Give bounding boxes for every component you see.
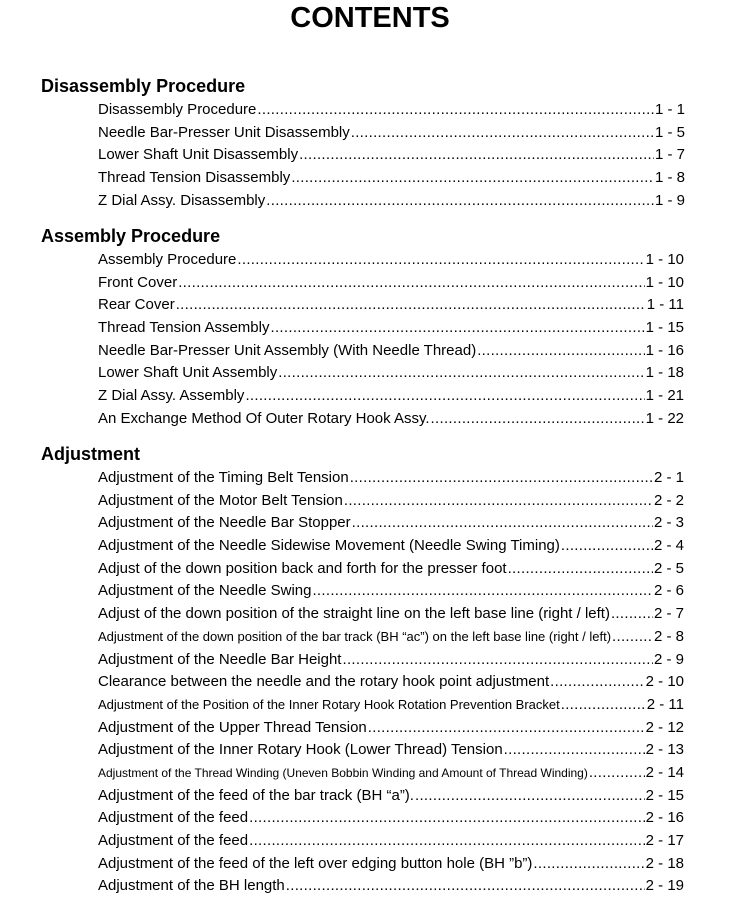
entry-label: Adjustment of the Needle Bar Height [98, 650, 342, 668]
toc-entry[interactable] [98, 385, 684, 408]
page-title: CONTENTS [290, 2, 450, 34]
entry-label: Adjustment of the Timing Belt Tension [98, 469, 349, 486]
section-heading: Disassembly Procedure [41, 76, 246, 96]
page-number: 1 - 21 [645, 387, 684, 405]
entry-label: Adjustment of the Needle Sidewise Movement (Needle Swing Timing) [98, 537, 560, 555]
page-number: 2 - 13 [645, 741, 684, 759]
dot-leader [550, 671, 645, 694]
dot-leader [344, 490, 653, 513]
dot-leader [178, 272, 644, 295]
page-number: 2 - 4 [653, 537, 684, 555]
toc-entry[interactable] [98, 467, 684, 490]
page-number: 2 - 10 [645, 673, 684, 691]
toc-entry[interactable] [98, 694, 684, 717]
dot-leader [299, 144, 654, 167]
toc-entry[interactable] [98, 340, 684, 363]
toc-entry[interactable] [98, 190, 685, 213]
page-number: 1 - 9 [654, 191, 685, 209]
section-heading: Adjustment [41, 444, 140, 464]
dot-leader [351, 122, 654, 145]
toc-entry[interactable] [98, 785, 684, 808]
dot-leader [508, 558, 653, 581]
toc-entry[interactable] [98, 717, 684, 740]
page-number: 1 - 10 [645, 273, 684, 291]
toc-entry[interactable] [98, 762, 684, 785]
page-number: 1 - 16 [645, 341, 684, 359]
page-number: 1 - 8 [654, 169, 685, 187]
toc-entry[interactable] [98, 626, 684, 649]
dot-leader [286, 875, 645, 898]
page-number: 2 - 18 [645, 854, 684, 872]
entry-label: Adjust of the down position back and forth for the presser foot [98, 559, 507, 577]
page-number: 2 - 16 [645, 809, 684, 827]
dot-leader [533, 853, 644, 876]
toc-entry[interactable] [98, 739, 684, 762]
toc-entry[interactable] [98, 249, 684, 272]
dot-leader [176, 294, 646, 317]
page-number: 2 - 7 [653, 605, 684, 623]
page-number: 2 - 15 [645, 786, 684, 804]
toc-entry[interactable] [98, 99, 685, 122]
entry-label: Adjustment of the feed of the left over edging button hole (BH ”b”) [98, 854, 533, 872]
toc-entry[interactable] [98, 408, 684, 431]
dot-leader [237, 249, 644, 272]
entry-label: Adjustment of the down position of the bar track (BH “ac”) on the left base line (right / left) [98, 628, 612, 644]
toc-entry[interactable] [98, 558, 684, 581]
dot-leader [368, 717, 645, 740]
toc-entry[interactable] [98, 122, 685, 145]
page-number: 2 - 1 [653, 469, 684, 486]
entry-label: Adjustment of the Position of the Inner Rotary Hook Rotation Prevention Bracket [98, 696, 560, 712]
page-number: 2 - 2 [653, 491, 684, 509]
entry-label: Adjustment of the BH length [98, 877, 285, 895]
toc-entry[interactable] [98, 294, 684, 317]
entry-label: Adjust of the down position of the straight line on the left base line (right / left) [98, 605, 610, 623]
section-heading: Assembly Procedure [41, 226, 221, 246]
dot-leader [415, 785, 645, 808]
toc-entry[interactable] [98, 603, 684, 626]
dot-leader [278, 362, 644, 385]
toc-entry[interactable] [98, 144, 685, 167]
entry-label: Adjustment of the Thread Winding (Uneven Bobbin Winding and Amount of Thread Winding) [98, 765, 588, 780]
dot-leader [477, 340, 644, 363]
entry-label: Disassembly Procedure [98, 101, 257, 118]
entry-label: Thread Tension Disassembly [98, 169, 291, 187]
toc-entry[interactable] [98, 512, 684, 535]
toc-entry[interactable] [98, 807, 684, 830]
toc-section-disassembly [41, 73, 701, 212]
dot-leader [270, 317, 644, 340]
dot-leader [561, 694, 646, 717]
dot-leader [249, 830, 645, 853]
toc-section-assembly [41, 223, 701, 431]
dot-leader [504, 739, 645, 762]
entry-label: Adjustment of the Upper Thread Tension [98, 718, 367, 736]
dot-leader [342, 649, 653, 672]
entry-label: An Exchange Method Of Outer Rotary Hook Assy. [98, 409, 430, 427]
entry-label: Assembly Procedure [98, 251, 237, 268]
page-number: 2 - 9 [653, 650, 684, 668]
page-number: 1 - 10 [645, 251, 684, 268]
dot-leader [352, 512, 653, 535]
entry-label: Front Cover [98, 273, 178, 291]
entry-label: Thread Tension Assembly [98, 319, 270, 337]
dot-leader [312, 580, 653, 603]
toc-entry[interactable] [98, 490, 684, 513]
entry-label: Z Dial Assy. Disassembly [98, 191, 266, 209]
entry-label: Needle Bar-Presser Unit Assembly (With Needle Thread) [98, 341, 477, 359]
page-number: 1 - 7 [654, 146, 685, 164]
toc-entry[interactable] [98, 580, 684, 603]
toc-entry[interactable] [98, 535, 684, 558]
entry-label: Lower Shaft Unit Assembly [98, 364, 278, 382]
entry-label: Adjustment of the feed [98, 809, 249, 827]
page-number: 1 - 11 [646, 296, 684, 314]
page-number: 2 - 3 [653, 514, 684, 532]
page-number: 2 - 12 [645, 718, 684, 736]
entry-label: Adjustment of the feed [98, 832, 249, 849]
toc-entry[interactable] [98, 830, 684, 853]
toc-entry[interactable] [98, 362, 684, 385]
dot-leader [350, 467, 653, 490]
dot-leader [266, 190, 654, 213]
entry-label: Needle Bar-Presser Unit Disassembly [98, 123, 350, 141]
dot-leader [612, 626, 653, 649]
dot-leader [249, 807, 645, 830]
entry-label: Adjustment of the Inner Rotary Hook (Lower Thread) Tension [98, 741, 503, 759]
toc-entry[interactable] [98, 853, 684, 876]
dot-leader [245, 385, 644, 408]
page-number: 2 - 14 [645, 763, 684, 781]
page-number: 2 - 8 [653, 627, 684, 645]
entry-label: Clearance between the needle and the rotary hook point adjustment [98, 673, 550, 691]
page-number: 2 - 17 [645, 832, 684, 849]
dot-leader [291, 167, 654, 190]
page-number: 1 - 1 [654, 101, 685, 118]
page-number: 1 - 22 [645, 409, 684, 427]
toc-entry[interactable] [98, 272, 684, 295]
dot-leader [431, 408, 645, 431]
entry-label: Adjustment of the feed of the bar track (BH “a”). [98, 786, 414, 804]
toc-entry[interactable] [98, 167, 685, 190]
page-number: 2 - 11 [646, 695, 684, 713]
dot-leader [589, 762, 645, 785]
toc-section-adjustment [41, 441, 701, 898]
dot-leader [257, 99, 654, 122]
page-number: 2 - 5 [653, 559, 684, 577]
page-number: 1 - 18 [645, 364, 684, 382]
entry-label: Adjustment of the Needle Bar Stopper [98, 514, 351, 532]
page-number: 1 - 5 [654, 123, 685, 141]
entry-label: Z Dial Assy. Assembly [98, 387, 245, 405]
page-number: 1 - 15 [645, 319, 684, 337]
toc-entry[interactable] [98, 317, 684, 340]
toc-entry[interactable] [98, 875, 684, 898]
toc-entry[interactable] [98, 671, 684, 694]
entry-label: Lower Shaft Unit Disassembly [98, 146, 299, 164]
entry-label: Rear Cover [98, 296, 175, 314]
entry-label: Adjustment of the Motor Belt Tension [98, 491, 343, 509]
entry-label: Adjustment of the Needle Swing [98, 582, 312, 600]
page-number: 2 - 19 [645, 877, 684, 895]
dot-leader [561, 535, 653, 558]
page-number: 2 - 6 [653, 582, 684, 600]
dot-leader [611, 603, 653, 626]
toc-entry[interactable] [98, 649, 684, 672]
